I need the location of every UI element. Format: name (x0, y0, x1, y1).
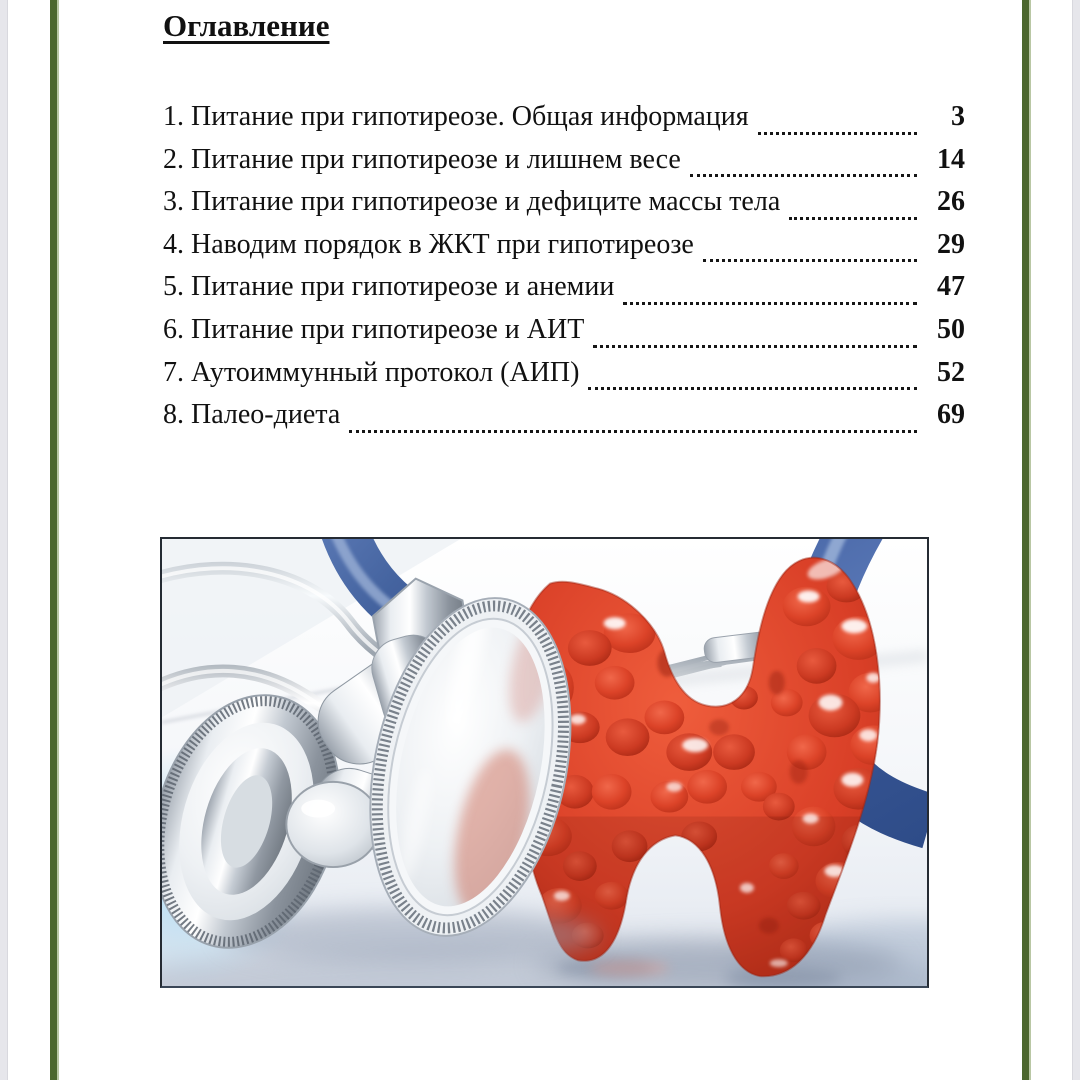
toc-row (163, 271, 965, 314)
toc-item-label: 3. Питание при гипотиреозе и дефиците массы тела (163, 186, 781, 218)
toc-page-number: 50 (937, 313, 965, 345)
toc-row (163, 229, 965, 272)
thyroid-reflection (590, 960, 670, 976)
toc-row (163, 357, 965, 400)
toc-dot-leader (758, 132, 917, 135)
toc-page-number: 14 (937, 143, 965, 175)
viewer-edge-left (0, 0, 8, 1080)
viewer-edge-right (1072, 0, 1080, 1080)
toc-dot-leader (690, 174, 917, 177)
toc-page-number: 29 (937, 228, 965, 260)
toc-dot-leader (349, 430, 917, 433)
thyroid-stethoscope-photo (160, 537, 929, 988)
toc-page-number: 69 (937, 399, 965, 431)
toc-item-label: 7. Аутоиммунный протокол (АИП) (163, 356, 580, 388)
page-border-right (1022, 0, 1031, 1080)
toc-dot-leader (623, 302, 917, 305)
toc-page-number: 3 (951, 101, 965, 132)
toc-dot-leader (703, 259, 917, 262)
thyroid-stethoscope-graphic (162, 539, 927, 986)
toc-dot-leader (789, 217, 917, 220)
toc-item-label: 1. Питание при гипотиреозе. Общая информация (163, 101, 749, 132)
toc-row (163, 186, 965, 229)
toc-page-number: 52 (937, 356, 965, 388)
toc-item-label: 6. Питание при гипотиреозе и АИТ (163, 313, 585, 345)
toc-row (163, 399, 965, 442)
toc-row (163, 144, 965, 187)
toc-item-label: 4. Наводим порядок в ЖКТ при гипотиреозе (163, 228, 694, 260)
toc-page-number: 26 (937, 186, 965, 218)
toc-list (163, 101, 965, 442)
toc-item-label: 8. Палео-диета (163, 399, 341, 431)
toc-row (163, 101, 965, 144)
page-border-left (50, 0, 59, 1080)
toc-row (163, 314, 965, 357)
toc-dot-leader (588, 387, 917, 390)
toc-item-label: 5. Питание при гипотиреозе и анемии (163, 271, 615, 303)
toc-page-number: 47 (937, 271, 965, 303)
page-title: Оглавление (163, 8, 330, 43)
toc-dot-leader (593, 345, 917, 348)
toc-item-label: 2. Питание при гипотиреозе и лишнем весе (163, 143, 681, 175)
